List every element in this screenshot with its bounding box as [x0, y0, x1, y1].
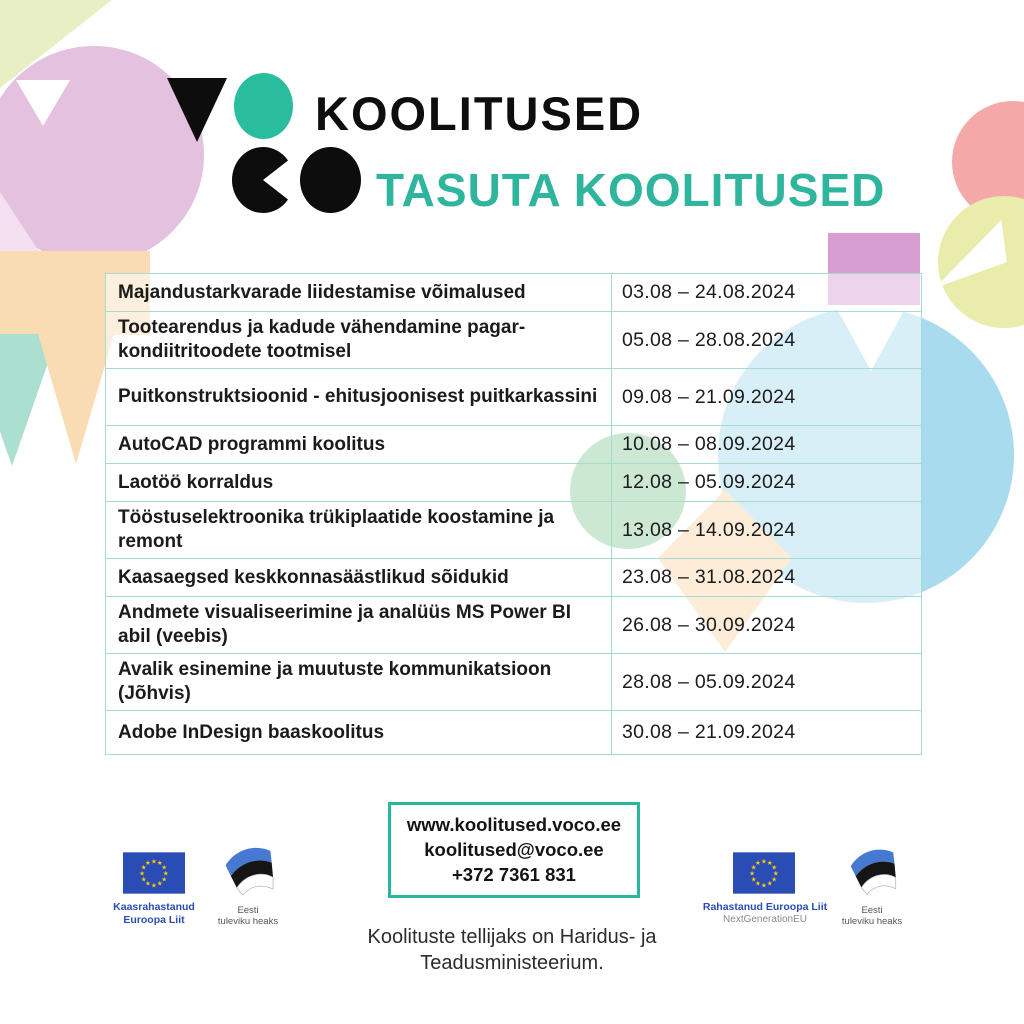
eu-left-caption: Kaasrahastanud Euroopa Liit — [113, 901, 195, 926]
course-dates: 23.08 – 31.08.2024 — [611, 559, 921, 596]
estonia-left-caption: Eesti tuleviku heaks — [217, 905, 279, 928]
svg-text:★: ★ — [772, 870, 779, 878]
voco-logo-o-black-icon — [300, 147, 361, 213]
svg-text:★: ★ — [145, 860, 152, 868]
svg-text:★: ★ — [162, 870, 169, 878]
svg-text:★: ★ — [760, 882, 768, 890]
svg-text:★: ★ — [140, 864, 147, 872]
contact-email: koolitused@voco.ee — [424, 839, 604, 860]
decor-peach-triangle — [38, 334, 114, 464]
table-row — [106, 596, 921, 653]
table-row — [106, 425, 921, 463]
svg-text:★: ★ — [140, 876, 147, 884]
table-row — [106, 311, 921, 368]
table-row — [106, 274, 921, 311]
contact-phone: +372 7361 831 — [452, 864, 576, 885]
svg-text:★: ★ — [145, 880, 152, 888]
svg-text:★: ★ — [750, 876, 757, 884]
estonia-logo-icon — [838, 845, 906, 900]
page-subtitle: TASUTA KOOLITUSED — [376, 164, 886, 216]
svg-text:★: ★ — [139, 870, 146, 878]
course-dates: 03.08 – 24.08.2024 — [611, 274, 921, 311]
course-name: Puitkonstruktsioonid - ehitusjoonisest puitkarkassini — [118, 386, 598, 408]
voco-logo-c-icon — [232, 147, 294, 213]
table-row — [106, 368, 921, 425]
svg-text:★: ★ — [771, 864, 778, 872]
course-schedule-table — [105, 273, 922, 755]
course-dates: 26.08 – 30.09.2024 — [611, 597, 921, 653]
course-dates: 10.08 – 08.09.2024 — [611, 426, 921, 463]
eu-flag-icon — [733, 852, 795, 894]
table-row — [106, 710, 921, 754]
svg-text:★: ★ — [156, 860, 163, 868]
svg-text:★: ★ — [755, 860, 762, 868]
course-name: Adobe InDesign baaskoolitus — [118, 721, 385, 743]
course-dates: 12.08 – 05.09.2024 — [611, 464, 921, 501]
eu-right-caption: Rahastanud Euroopa Liit NextGenerationEU — [702, 901, 828, 925]
page-title: KOOLITUSED — [315, 87, 644, 140]
course-name: Tootearendus ja kadude vähendamine pagar-kondiitritoodete tootmisel — [118, 317, 526, 362]
voco-logo-c-notch — [263, 155, 295, 205]
table-row — [106, 653, 921, 710]
course-name: Kaasaegsed keskkonnasäästlikud sõidukid — [118, 566, 509, 588]
table-row — [106, 501, 921, 558]
course-name: Andmete visualiseerimine ja analüüs MS Power BI abil (veebis) — [118, 602, 571, 647]
course-dates: 09.08 – 21.09.2024 — [611, 369, 921, 425]
eu-flag-icon — [123, 852, 185, 894]
course-name: Tööstuselektroonika trükiplaatide koostamine ja remont — [118, 507, 555, 552]
contact-box — [388, 802, 640, 898]
voco-logo-o-teal-icon — [234, 73, 293, 139]
course-dates: 05.08 – 28.08.2024 — [611, 312, 921, 368]
table-row — [106, 463, 921, 501]
course-name: Laotöö korraldus — [118, 471, 274, 493]
svg-text:★: ★ — [771, 876, 778, 884]
svg-text:★: ★ — [766, 880, 773, 888]
svg-text:★: ★ — [161, 876, 168, 884]
course-dates: 30.08 – 21.09.2024 — [611, 711, 921, 754]
svg-text:★: ★ — [749, 870, 756, 878]
svg-text:★: ★ — [150, 882, 158, 890]
course-dates: 28.08 – 05.09.2024 — [611, 654, 921, 710]
footer-note: Koolituste tellijaks on Haridus- ja Teadusministeerium. — [367, 926, 657, 974]
table-row — [106, 558, 921, 596]
svg-text:★: ★ — [156, 880, 163, 888]
estonia-logo-icon — [212, 843, 284, 901]
course-name: Majandustarkvarade liidestamise võimalused — [118, 281, 526, 303]
course-name: AutoCAD programmi koolitus — [118, 433, 386, 455]
contact-website: www.koolitused.voco.ee — [406, 814, 622, 835]
svg-text:★: ★ — [161, 864, 168, 872]
svg-text:★: ★ — [760, 858, 768, 866]
course-name: Avalik esinemine ja muutuste kommunikatsioon (Jõhvis) — [118, 659, 552, 704]
svg-text:★: ★ — [755, 880, 762, 888]
svg-text:★: ★ — [766, 860, 773, 868]
svg-text:★: ★ — [750, 864, 757, 872]
estonia-right-caption: Eesti tuleviku heaks — [841, 905, 903, 928]
svg-text:★: ★ — [150, 858, 158, 866]
course-dates: 13.08 – 14.09.2024 — [611, 502, 921, 558]
